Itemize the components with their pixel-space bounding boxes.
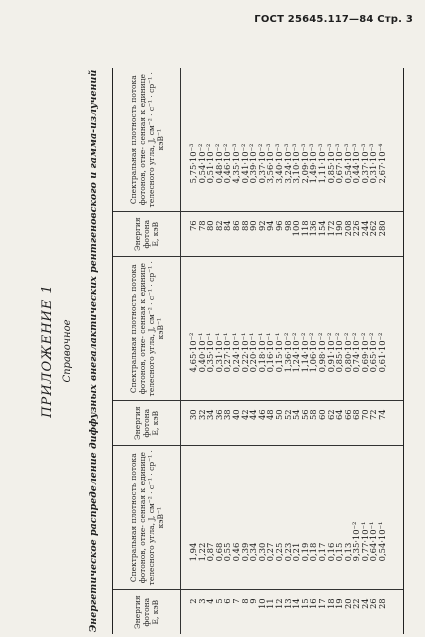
appendix-subtitle: Справочное [62,319,73,383]
density-header: Спектральная плотность потока фотонов, отне- сенная к единице телесного угла, J, см⁻² · с⁻¹ · ср⁻¹ · кэВ⁻¹ [113,446,181,589]
density-cell: 0,31·10⁻¹ [213,332,224,373]
energy-cell: 46 [256,409,267,421]
density-cell: 0,54·10⁻² [196,143,207,184]
density-cell: 1,49·10⁻³ [308,143,319,184]
energy-cell: 5 [213,598,224,604]
density-values [181,446,387,589]
density-cell: 0,39·10⁻² [248,143,259,184]
energy-cell: 136 [308,220,319,237]
energy-column-1 [113,589,403,634]
density-header: Спектральная плотность потока фотонов, отне- сенная к единице телесного угла, J, см⁻² · с⁻¹ · ср⁻¹ · кэВ⁻¹ [113,257,181,400]
density-values [181,68,387,211]
density-cell: 0,23 [282,542,293,562]
density-cell: 0,21 [291,542,302,562]
energy-cell: 58 [308,409,319,421]
energy-cell: 54 [291,409,302,421]
energy-cell: 92 [256,220,267,232]
density-cell: 0,65·10⁻² [368,332,379,373]
energy-cell: 44 [248,409,259,421]
density-cell: 0,15 [334,542,345,562]
density-cell: 0,46·10⁻² [222,143,233,184]
density-cell: 0,80·10⁻² [342,332,353,373]
energy-cell: 32 [196,409,207,421]
density-cell: 0,48·10⁻² [213,143,224,184]
energy-cell: 2 [188,598,198,604]
energy-column-2 [113,400,403,445]
density-cell: 1,11·10⁻³ [316,143,327,184]
energy-cell: 4 [205,598,216,604]
density-cell: 1,94 [188,542,198,562]
energy-cell: 30 [188,409,198,421]
energy-cell: 8 [239,598,250,604]
density-cell: 0,74·10⁻² [351,332,362,373]
energy-cell: 94 [265,220,276,232]
energy-spectrum-table [112,68,404,634]
density-cell: 1,14·10⁻² [299,332,310,373]
density-cell: 0,15·10⁻¹ [273,332,284,373]
energy-cell: 19 [334,598,345,610]
density-cell: 0,13 [342,542,353,562]
energy-header: Энергия фотона E, кэВ [113,212,181,256]
density-cell: 0,37·10⁻³ [359,143,370,184]
energy-cell: 34 [205,409,216,421]
density-cell: 0,61·10⁻² [377,332,388,373]
energy-cell: 84 [222,220,233,232]
energy-column-3 [113,211,403,256]
energy-cell: 100 [291,220,302,237]
appendix-title: ПРИЛОЖЕНИЕ 1 [40,284,55,418]
table-title: Энергетическое распределение диффузных внегалактических рентгеновского и гамма-излучений [88,69,99,633]
energy-cell: 15 [299,598,310,610]
density-cell: 0,46 [230,542,241,562]
density-column-1 [113,445,403,589]
density-cell: 2,67·10⁻⁴ [377,143,388,184]
density-cell: 1,06·10⁻² [308,332,319,373]
energy-cell: 14 [291,598,302,610]
energy-cell: 50 [273,409,284,421]
energy-header: Энергия фотона E, кэВ [113,590,181,634]
density-cell: 3,40·10⁻³ [273,143,284,184]
density-cell: 3,56·10⁻³ [265,143,276,184]
energy-cell: 20 [342,598,353,610]
density-cell: 0,16·10⁻¹ [265,332,276,373]
energy-cell: 52 [282,409,293,421]
density-column-3 [113,68,403,211]
energy-cell: 16 [308,598,319,610]
energy-cell: 262 [368,220,379,237]
energy-cell: 38 [222,409,233,421]
energy-cell: 22 [351,598,362,610]
energy-cell: 66 [342,409,353,421]
energy-cell: 18 [325,598,336,610]
energy-cell: 74 [377,409,388,421]
energy-cell: 26 [368,598,379,610]
density-cell: 0,77·10⁻¹ [359,521,370,562]
density-cell: 0,30 [256,542,267,562]
density-cell: 0,54·10⁻³ [342,143,353,184]
energy-cell: 190 [334,220,345,237]
energy-cell: 9 [248,598,259,604]
energy-cell: 42 [239,409,250,421]
energy-header: Энергия фотона E, кэВ [113,401,181,445]
density-column-2 [113,256,403,400]
energy-cell: 36 [213,409,224,421]
density-cell: 0,41·10⁻² [239,143,250,184]
energy-cell: 172 [325,220,336,237]
energy-cell: 80 [205,220,216,232]
energy-cell: 64 [334,409,345,421]
density-cell: 0,22·10⁻¹ [239,332,250,373]
energy-cell: 244 [359,220,370,237]
energy-cell: 62 [325,409,336,421]
density-cell: 0,91·10⁻² [325,332,336,373]
density-cell: 0,67·10⁻³ [334,143,345,184]
energy-cell: 88 [239,220,250,232]
energy-cell: 68 [351,409,362,421]
density-cell: 0,27 [265,542,276,562]
energy-cell: 76 [188,220,198,232]
energy-cell: 208 [342,220,353,237]
density-cell: 0,27·10⁻¹ [222,332,233,373]
energy-cell: 3 [196,598,207,604]
energy-cell: 48 [265,409,276,421]
density-cell: 2,09·10⁻³ [299,143,310,184]
density-cell: 0,40·10⁻¹ [196,332,207,373]
energy-cell: 70 [359,409,370,421]
density-cell: 0,31·10⁻³ [368,143,379,184]
density-values [181,257,387,400]
energy-cell: 28 [377,598,388,610]
energy-values [181,212,387,256]
density-cell: 1,24·10⁻² [291,332,302,373]
energy-cell: 86 [230,220,241,232]
energy-cell: 10 [256,598,267,610]
density-cell: 0,55 [222,542,233,562]
energy-cell: 98 [282,220,293,232]
density-cell: 0,39 [239,542,250,562]
density-cell: 0,34 [248,542,259,562]
density-cell: 3,10·10⁻³ [291,143,302,184]
density-cell: 0,69·10⁻² [359,332,370,373]
density-cell: 0,35·10⁻¹ [205,332,216,373]
energy-cell: 17 [316,598,327,610]
rotated-content [32,68,402,634]
density-cell: 3,24·10⁻³ [282,143,293,184]
energy-cell: 56 [299,409,310,421]
energy-cell: 40 [230,409,241,421]
density-cell: 0,20·10⁻¹ [248,332,259,373]
energy-cell: 72 [368,409,379,421]
energy-cell: 13 [282,598,293,610]
density-cell: 0,85·10⁻³ [325,143,336,184]
energy-cell: 6 [222,598,233,604]
page-header: ГОСТ 25645.117—84 Стр. 3 [254,14,413,25]
density-header: Спектральная плотность потока фотонов, отне- сенная к единице телесного угла, J, см⁻² · с⁻¹ · ср⁻¹ · кэВ⁻¹ [113,68,181,211]
density-cell: 0,25 [273,542,284,562]
density-cell: 4,35·10⁻³ [230,143,241,184]
energy-values [181,401,387,445]
density-cell: 0,18·10⁻¹ [256,332,267,373]
energy-cell: 12 [273,598,284,610]
energy-values [181,590,387,634]
energy-cell: 7 [230,598,241,604]
density-cell: 0,16 [325,542,336,562]
energy-cell: 154 [316,220,327,237]
density-cell: 0,24·10⁻¹ [230,332,241,373]
density-cell: 0,98·10⁻² [316,332,327,373]
density-cell: 0,64·10⁻¹ [368,521,379,562]
energy-cell: 280 [377,220,388,237]
energy-cell: 78 [196,220,207,232]
energy-cell: 96 [273,220,284,232]
energy-cell: 11 [265,598,276,610]
energy-cell: 226 [351,220,362,237]
energy-cell: 118 [299,220,310,237]
density-cell: 1,22 [196,542,207,562]
energy-cell: 60 [316,409,327,421]
density-cell: 0,51·10⁻² [205,143,216,184]
density-cell: 0,17 [316,542,327,562]
density-cell: 4,65·10⁻² [188,332,198,373]
energy-cell: 24 [359,598,370,610]
density-cell: 5,75·10⁻³ [188,143,198,184]
density-cell: 0,37·10⁻² [256,143,267,184]
density-cell: 0,18 [308,542,319,562]
energy-cell: 90 [248,220,259,232]
density-cell: 0,87 [205,542,216,562]
density-cell: 0,19 [299,542,310,562]
density-cell: 9,35·10⁻² [351,521,362,562]
density-cell: 0,54·10⁻¹ [377,521,388,562]
density-cell: 1,36·10⁻² [282,332,293,373]
density-cell: 0,85·10⁻² [334,332,345,373]
density-cell: 0,44·10⁻³ [351,143,362,184]
energy-cell: 82 [213,220,224,232]
density-cell: 0,68 [213,542,224,562]
